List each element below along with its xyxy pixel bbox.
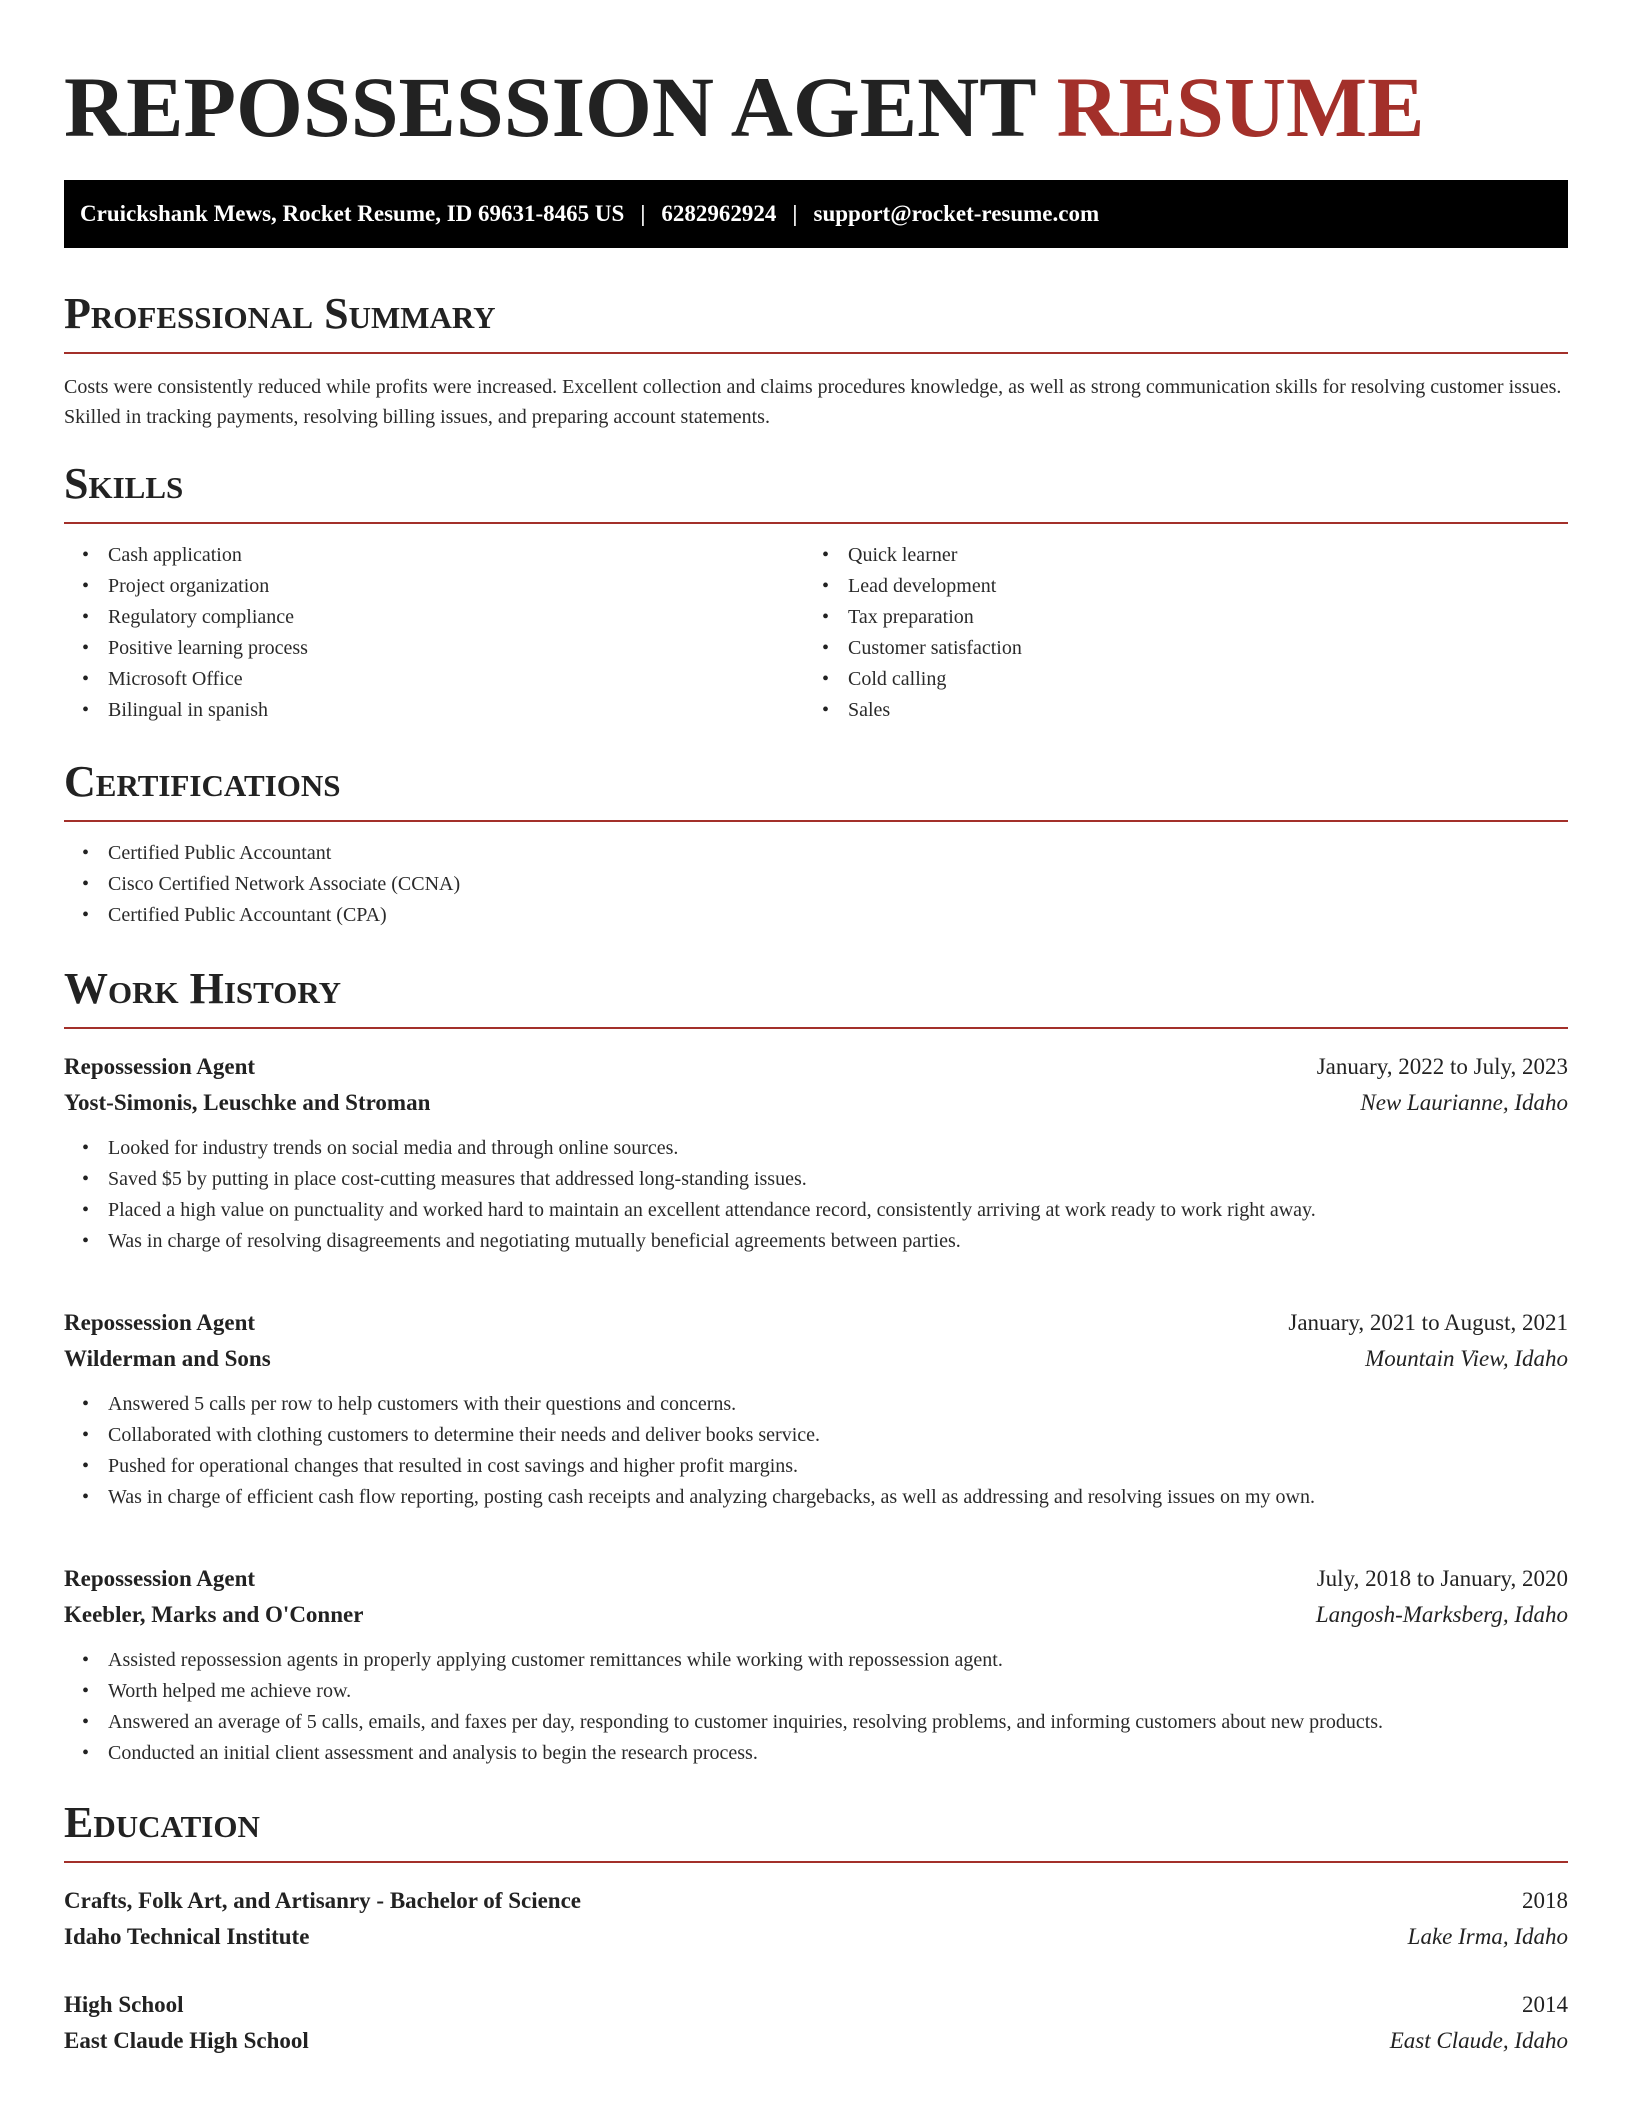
education-location: East Claude, Idaho: [1389, 2028, 1568, 2053]
certifications-list: [64, 838, 1568, 931]
skill-item: • Cold calling: [804, 664, 1544, 695]
summary-heading: Professional Summary: [64, 289, 496, 338]
education-section: [64, 1798, 1568, 2059]
job-bullet: • Assisted repossession agents in properly applying customer remittances while working with repossession agent.: [64, 1645, 1568, 1676]
resume-title: [64, 59, 1568, 155]
education-degree-row: [64, 1987, 1568, 2023]
education-degree: High School: [64, 1992, 184, 2017]
skills-list-right: [804, 540, 1544, 726]
job-header-row: [64, 1561, 1568, 1597]
job-bullet: • Worth helped me achieve row.: [64, 1676, 1568, 1707]
skill-item: • Quick learner: [804, 540, 1544, 571]
job-bullet: • Was in charge of efficient cash flow reporting, posting cash receipts and analyzing chargebacks, as well as addressing and resolving issues on my own.: [64, 1482, 1568, 1513]
job-company-row: [64, 1597, 1568, 1633]
education-entry: [64, 1883, 1568, 1955]
education-heading: Education: [64, 1798, 260, 1847]
job-dates: January, 2022 to July, 2023: [1316, 1054, 1568, 1079]
contact-separator: |: [640, 201, 646, 226]
education-school: Idaho Technical Institute: [64, 1924, 310, 1949]
contact-email[interactable]: support@rocket-resume.com: [813, 201, 1100, 226]
section-divider: [64, 1027, 1568, 1029]
education-year: 2014: [1522, 1992, 1568, 2017]
education-degree-row: [64, 1883, 1568, 1919]
education-year: 2018: [1522, 1888, 1568, 1913]
skill-item: • Regulatory compliance: [64, 602, 804, 633]
job-bullet: • Pushed for operational changes that resulted in cost savings and higher profit margins.: [64, 1451, 1568, 1482]
skills-grid: [64, 540, 1568, 726]
skill-item: • Sales: [804, 695, 1544, 726]
job-bullet: • Was in charge of resolving disagreements and negotiating mutually beneficial agreements between parties.: [64, 1226, 1568, 1257]
contact-address: Cruickshank Mews, Rocket Resume, ID 69631-8465 US: [80, 201, 625, 226]
job-company: Yost-Simonis, Leuschke and Stroman: [64, 1090, 431, 1115]
education-degree: Crafts, Folk Art, and Artisanry - Bachelor of Science: [64, 1888, 582, 1913]
job-bullet: • Conducted an initial client assessment and analysis to begin the research process.: [64, 1738, 1568, 1769]
job-bullet: • Answered an average of 5 calls, emails, and faxes per day, responding to customer inquiries, resolving problems, and informing customers about new products.: [64, 1707, 1568, 1738]
skill-item: • Bilingual in spanish: [64, 695, 804, 726]
contact-bar: [64, 180, 1568, 248]
skills-heading: Skills: [64, 459, 184, 508]
job-bullet: • Answered 5 calls per row to help customers with their questions and concerns.: [64, 1389, 1568, 1420]
job-dates: January, 2021 to August, 2021: [1288, 1310, 1568, 1335]
certification-item: • Certified Public Accountant (CPA): [64, 900, 1568, 931]
certification-item: • Cisco Certified Network Associate (CCNA): [64, 869, 1568, 900]
skill-item: • Microsoft Office: [64, 664, 804, 695]
job-company-row: [64, 1085, 1568, 1121]
section-divider: [64, 1861, 1568, 1863]
job-location: Langosh-Marksberg, Idaho: [1315, 1602, 1568, 1627]
skills-list-left: [64, 540, 804, 726]
skills-section: [64, 459, 1568, 726]
section-divider: [64, 522, 1568, 524]
work-history-section: [64, 964, 1568, 1769]
job-title: Repossession Agent: [64, 1310, 256, 1335]
job-header-row: [64, 1049, 1568, 1085]
section-divider: [64, 820, 1568, 822]
summary-text: Costs were consistently reduced while profits were increased. Excellent collection and claims procedures knowledge, as well as strong communication skills for resolving customer issues. Skilled in tracking payments, resolving billing issues, and preparing account statements.: [64, 376, 1562, 428]
education-school-row: [64, 2023, 1568, 2059]
education-location: Lake Irma, Idaho: [1407, 1924, 1568, 1949]
skill-item: • Positive learning process: [64, 633, 804, 664]
education-school-row: [64, 1919, 1568, 1955]
job-bullet: • Placed a high value on punctuality and worked hard to maintain an excellent attendance record, consistently arriving at work ready to work right away.: [64, 1195, 1568, 1226]
job-title: Repossession Agent: [64, 1566, 256, 1591]
section-divider: [64, 352, 1568, 354]
skill-item: • Project organization: [64, 571, 804, 602]
certifications-section: [64, 757, 1568, 931]
skill-item: • Cash application: [64, 540, 804, 571]
certifications-heading: Certifications: [64, 757, 341, 806]
education-entry: [64, 1987, 1568, 2059]
job-bullet: • Looked for industry trends on social media and through online sources.: [64, 1133, 1568, 1164]
skill-item: • Tax preparation: [804, 602, 1544, 633]
job-location: New Laurianne, Idaho: [1360, 1090, 1568, 1115]
job-location: Mountain View, Idaho: [1365, 1346, 1568, 1371]
job-bullets: [64, 1133, 1568, 1257]
job-entry: [64, 1049, 1568, 1257]
job-bullet: • Collaborated with clothing customers to determine their needs and deliver books service.: [64, 1420, 1568, 1451]
job-bullets: [64, 1645, 1568, 1769]
work-history-heading: Work History: [64, 964, 342, 1013]
job-entry: [64, 1561, 1568, 1769]
job-bullet: • Saved $5 by putting in place cost-cutting measures that addressed long-standing issues.: [64, 1164, 1568, 1195]
title-main: REPOSSESSION AGENT: [64, 59, 1036, 155]
job-bullets: [64, 1389, 1568, 1513]
job-header-row: [64, 1305, 1568, 1341]
job-company-row: [64, 1341, 1568, 1377]
certification-item: • Certified Public Accountant: [64, 838, 1568, 869]
skill-item: • Lead development: [804, 571, 1544, 602]
summary-section: [64, 289, 1568, 432]
contact-separator: |: [792, 201, 798, 226]
title-accent: RESUME: [1056, 59, 1425, 155]
job-company: Wilderman and Sons: [64, 1346, 271, 1371]
job-title: Repossession Agent: [64, 1054, 256, 1079]
job-dates: July, 2018 to January, 2020: [1316, 1566, 1568, 1591]
skill-item: • Customer satisfaction: [804, 633, 1544, 664]
education-school: East Claude High School: [64, 2028, 309, 2053]
job-entry: [64, 1305, 1568, 1513]
job-company: Keebler, Marks and O'Conner: [64, 1602, 364, 1627]
contact-phone[interactable]: 6282962924: [661, 201, 777, 226]
